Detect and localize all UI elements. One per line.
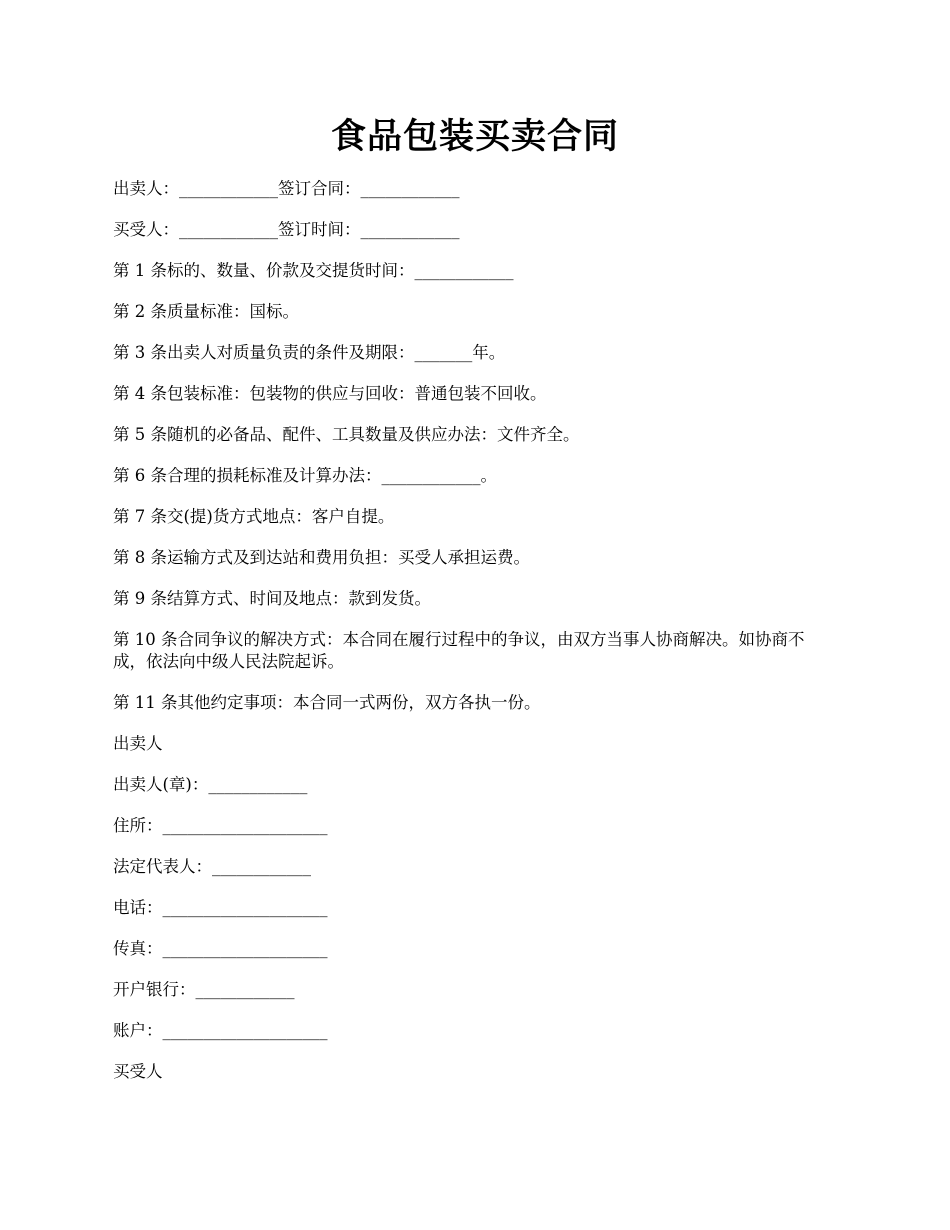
seller-heading: 出卖人 [113, 734, 163, 753]
seller-legal-rep-line: 法定代表人：____________ [113, 857, 311, 876]
seller-phone-line: 电话：____________________ [113, 898, 328, 917]
clause-7: 第 7 条交(提)货方式地点：客户自提。 [113, 507, 395, 526]
clause-10: 第 10 条合同争议的解决方式：本合同在履行过程中的争议，由双方当事人协商解决。如协商不成，依法向中级人民法院起诉。 [113, 630, 805, 671]
seller-sign-line: 出卖人：____________签订合同：____________ [113, 179, 460, 198]
clause-5: 第 5 条随机的必备品、配件、工具数量及供应办法：文件齐全。 [113, 425, 580, 444]
seller-bank-line: 开户银行：____________ [113, 980, 295, 999]
clause-9: 第 9 条结算方式、时间及地点：款到发货。 [113, 589, 431, 608]
seller-seal-line: 出卖人(章)：____________ [113, 775, 308, 794]
buyer-sign-line: 买受人：____________签订时间：____________ [113, 220, 460, 239]
seller-address-line: 住所：____________________ [113, 816, 328, 835]
document-body [113, 178, 833, 1102]
clause-11: 第 11 条其他约定事项：本合同一式两份，双方各执一份。 [113, 693, 541, 712]
seller-fax-line: 传真：____________________ [113, 939, 328, 958]
document-title: 食品包装买卖合同 [330, 116, 619, 157]
buyer-heading: 买受人 [113, 1062, 163, 1081]
clause-1: 第 1 条标的、数量、价款及交提货时间：____________ [113, 261, 514, 280]
clause-6: 第 6 条合理的损耗标准及计算办法：____________。 [113, 466, 497, 485]
clause-3: 第 3 条出卖人对质量负责的条件及期限：_______年。 [113, 343, 506, 362]
clause-8: 第 8 条运输方式及到达站和费用负担：买受人承担运费。 [113, 548, 530, 567]
seller-account-line: 账户：____________________ [113, 1021, 328, 1040]
clause-2: 第 2 条质量标准：国标。 [113, 302, 299, 321]
clause-4: 第 4 条包装标准：包装物的供应与回收：普通包装不回收。 [113, 384, 547, 403]
